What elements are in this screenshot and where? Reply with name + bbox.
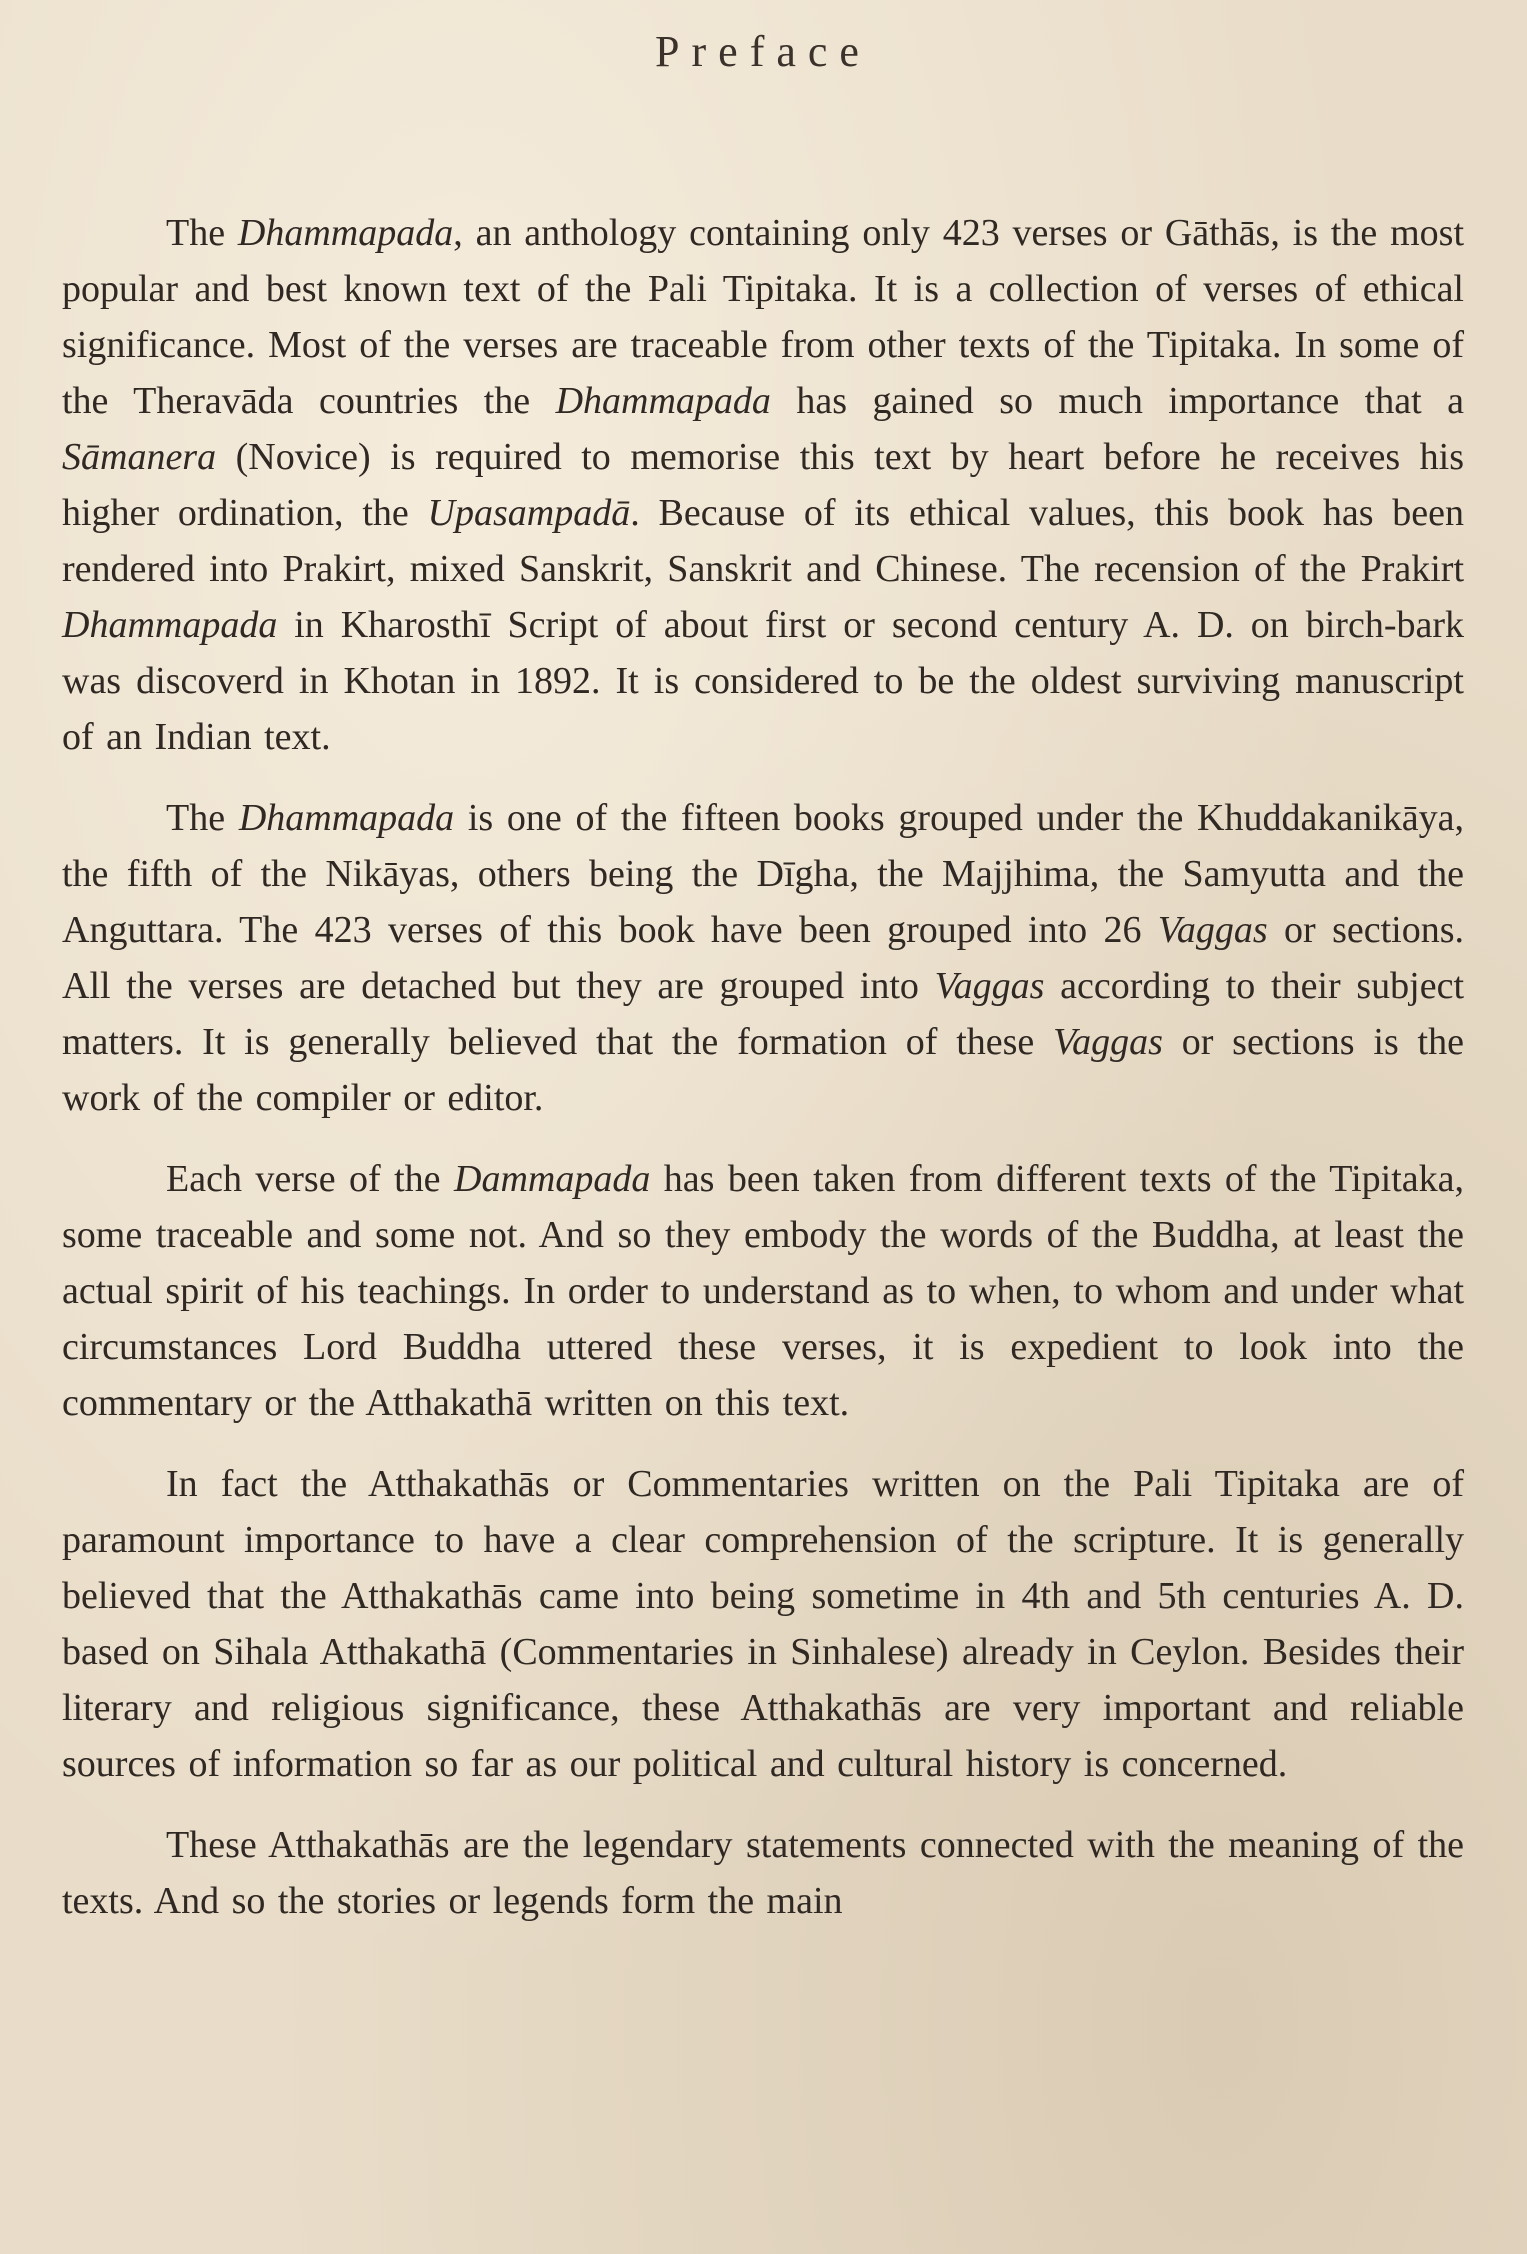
italic-term: Dhammapada [62,604,278,646]
text-run: in Kharosthī Script of about first or second century A. D. on birch-bark was discoverd in Khotan in 1892. It is considered to be the oldest surviving manuscript of an Indian text. [62,604,1464,758]
text-run: The [166,797,239,839]
italic-term: Vaggas [934,965,1045,1007]
paragraph-3 [62,1151,1464,1431]
text-run: has been taken from different texts of the Tipitaka, some traceable and some not. And so they embody the words of the Buddha, at least the actual spirit of his teachings. In order to understand as to when, to whom and under what circumstances Lord Buddha uttered these verses, it is expedient to look into the commentary or the Atthakathā written on this text. [62,1158,1465,1424]
text-run: The [166,212,238,254]
italic-term: Dhammapada [238,797,455,839]
text-run: (Novice) is required to memorise this text by heart before he receives his higher ordination, the [62,436,1464,534]
italic-term: Dhammapada [555,380,771,422]
italic-term: Vaggas [1053,1021,1163,1063]
text-run: , an anthology containing only 423 verses or Gāthās, is the most popular and best known text of the Pali Tipitaka. It is a collection of verses of ethical significance. Most of the verses are traceable from other texts of the Tipitaka. In some of the Theravāda countries the [62,212,1465,422]
paragraph-2 [62,790,1464,1126]
italic-term: Vaggas [1157,909,1268,951]
paragraph-5 [62,1817,1464,1929]
text-run: or sections. All the verses are detached but they are grouped into [62,909,1465,1007]
document-page [62,0,1464,2254]
page-heading: Preface [655,27,871,76]
text-run: . Because of its ethical values, this book has been rendered into Prakirt, mixed Sanskrit, Sanskrit and Chinese. The recension of the Prakirt [62,492,1464,590]
italic-term: Upasampadā [427,492,631,534]
text-run: or sections is the work of the compiler or editor. [62,1021,1464,1119]
text-run: In fact the Atthakathās or Commentaries written on the Pali Tipitaka are of paramount importance to have a clear comprehension of the scripture. It is generally believed that the Atthakathās came into being sometime in 4th and 5th centuries A. D. based on Sihala Atthakathā (Commentaries in Sinhalese) already in Ceylon. Besides their literary and religious significance, these Atthakathās are very important and reliable sources of information so far as our political and cultural history is concerned. [62,1463,1464,1785]
preface-body [62,205,1464,1929]
paragraph-1 [62,205,1464,765]
text-run: has gained so much importance that a [770,380,1464,422]
text-run: according to their subject matters. It is generally believed that the formation of these [62,965,1465,1063]
text-run: Each verse of the [166,1158,455,1200]
italic-term: Sāmanera [62,436,217,478]
italic-term: Dhammapada [237,212,454,254]
text-run: is one of the fifteen books grouped under the Khuddakanikāya, the fifth of the Nikāyas, others being the Dīgha, the Majjhima, the Samyutta and the Anguttara. The 423 verses of this book have been grouped into 26 [62,797,1465,951]
paragraph-4 [62,1456,1464,1792]
italic-term: Dammapada [454,1158,651,1200]
text-run: These Atthakathās are the legendary statements connected with the meaning of the texts. And so the stories or legends form the main [62,1824,1464,1922]
